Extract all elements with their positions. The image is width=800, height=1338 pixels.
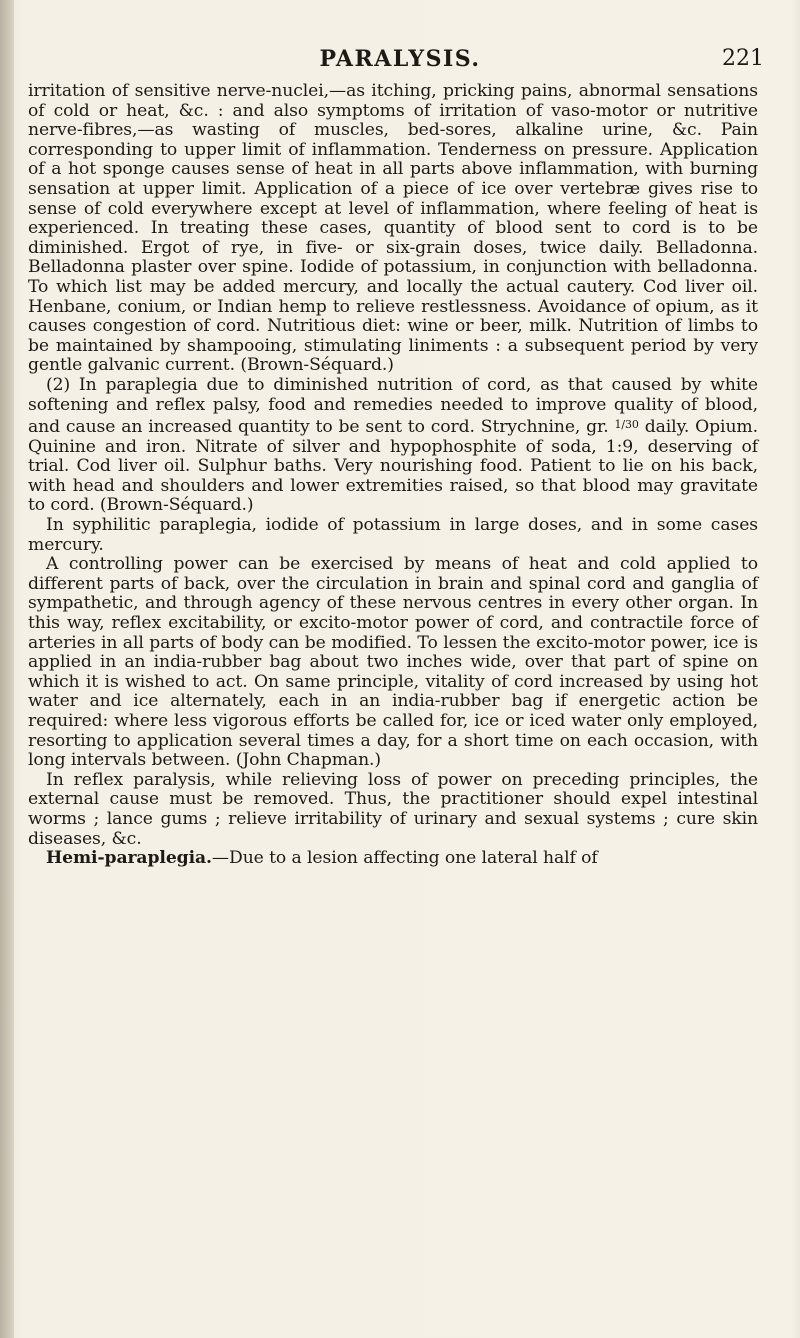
paragraph-text: —Due to a lesion affecting one lateral half of [211,848,598,869]
page-binding-shadow [0,0,14,1338]
fraction-dose: 1/30 [614,418,639,432]
paragraph-diminished-nutrition [28,376,758,516]
running-title: PARALYSIS. [319,46,481,72]
body-text [28,82,758,869]
page-header [30,46,770,86]
paragraph-reflex-paralysis: In reflex paralysis, while relieving loss of power on preceding principles, the external cause must be removed. Thus, the practitioner should expel intestinal worms ; lance gums ; relieve irritability of urinary and sexual systems ; cure skin diseases, &c. [28,769,758,849]
paragraph-text: (2) In paraplegia due to diminished nutrition of cord, as that caused by white softening and reflex palsy, food and remedies needed to improve quality of blood, and cause an increased quantity to be sent to cord. Strychnine, gr. [28,374,758,438]
paragraph-syphilitic: In syphilitic paraplegia, iodide of potassium in large doses, and in some cases mercury. [28,515,758,555]
paragraph-controlling-power: A controlling power can be exercised by means of heat and cold applied to different parts of back, over the circulation in brain and spinal cord and ganglia of sympathetic, and through agency of these nervous centres in every other organ. In this way, reflex excitability, or excito-motor power of cord, and contractile force of arteries in all parts of body can be modified. To lessen the excito-motor power, ice is applied in an india-rubber bag about two inches wide, over that part of spine on which it is wished to act. On same principle, vitality of cord increased by using hot water and ice alternately, each in an india-rubber bag if energetic action be required: where less vigorous efforts be called for, ice or iced water only employed, resorting to application several times a day, for a short time on each occasion, with long intervals between. (John Chapman.) [28,554,758,771]
page-edge [792,0,800,1338]
page-number: 221 [722,46,764,71]
paragraph-text: daily. Opium. Quinine and iron. Nitrate of silver and hypophosphite of soda, 1:9, deserving of trial. Cod liver oil. Sulphur baths. Very nourishing food. Patient to lie on his back, with head and shoulders and lower extremities raised, so that blood may gravitate to cord. (Brown-Séquard.) [28,417,758,516]
paragraph-hemi-paraplegia [28,849,758,869]
section-heading: Hemi-paraplegia. [46,848,212,869]
paragraph-irritation: irritation of sensitive nerve-nuclei,—as itching, pricking pains, abnormal sensations of cold or heat, &c. : and also symptoms of irritation of vaso-motor or nutritive nerve-fibres,—as wasting of muscles, bed-sores, alkaline urine, &c. Pain corresponding to upper limit of inflammation. Tenderness on pressure. Application of a hot sponge causes sense of heat in all parts above inflammation, with burning sensation at upper limit. Application of a piece of ice over vertebræ gives rise to sense of cold everywhere except at level of inflammation, where feeling of heat is experienced. In treating these cases, quantity of blood sent to cord is to be diminished. Ergot of rye, in five- or six-grain doses, twice daily. Belladonna. Belladonna plaster over spine. Iodide of potassium, in conjunction with belladonna. To which list may be added mercury, and locally the actual cautery. Cod liver oil. Henbane, conium, or Indian hemp to relieve restlessness. Avoidance of opium, as it causes congestion of cord. Nutritious diet: wine or beer, milk. Nutrition of limbs to be maintained by shampooing, stimulating liniments : a subsequent period by very gentle galvanic current. (Brown-Séquard.) [28,81,758,376]
